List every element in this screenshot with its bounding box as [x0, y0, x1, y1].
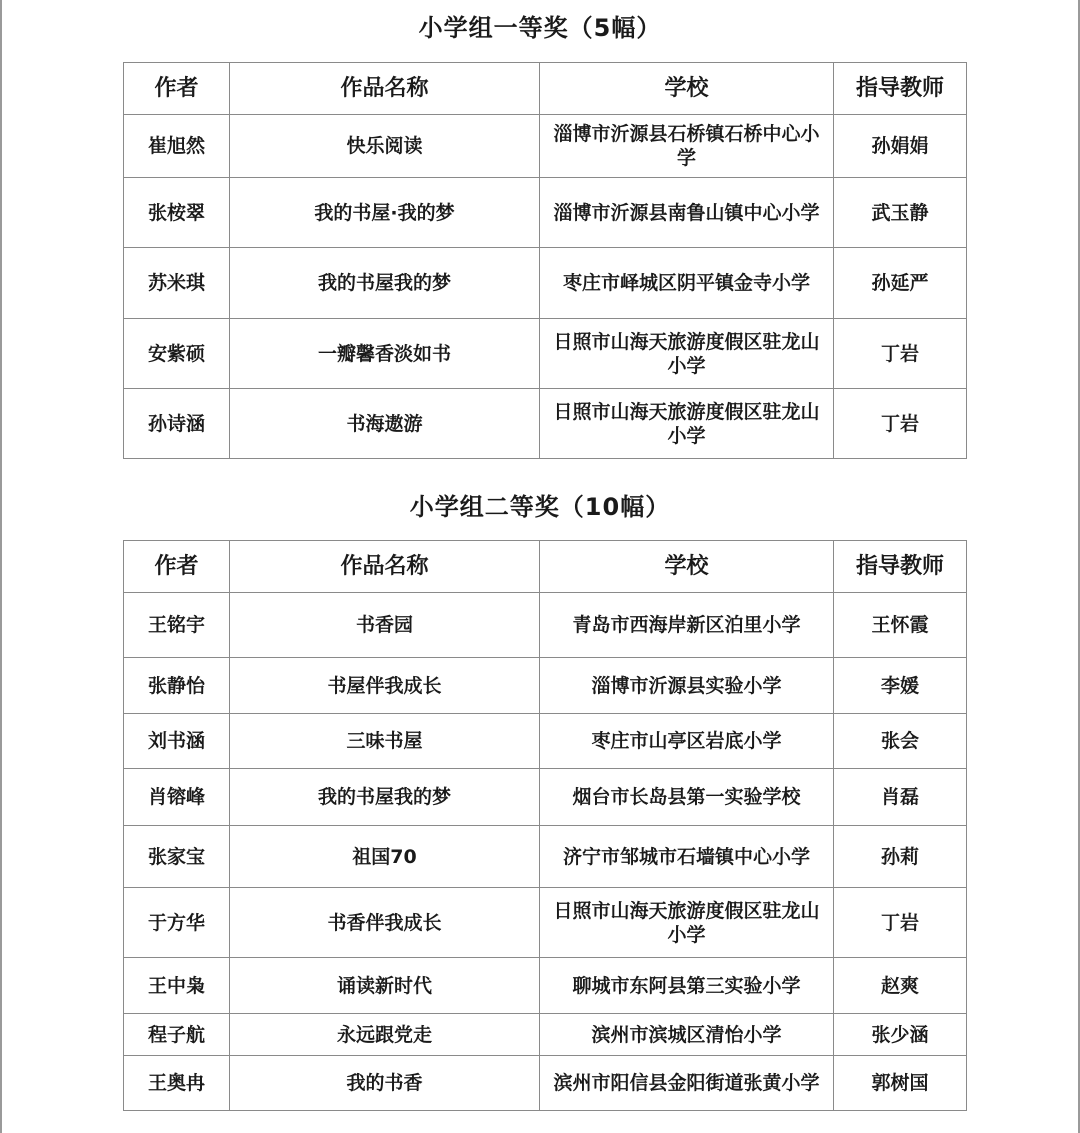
cell-teacher: 李媛 — [834, 658, 967, 714]
cell-school: 青岛市西海岸新区泊里小学 — [540, 593, 834, 658]
table-row — [124, 888, 967, 958]
cell-teacher: 孙延严 — [834, 248, 967, 319]
cell-author: 安紫硕 — [124, 319, 230, 389]
cell-work-title: 书香伴我成长 — [230, 888, 540, 958]
header-school: 学校 — [540, 541, 834, 593]
cell-school: 滨州市阳信县金阳街道张黄小学 — [540, 1056, 834, 1111]
header-school: 学校 — [540, 63, 834, 115]
cell-work-title: 我的书屋我的梦 — [230, 248, 540, 319]
cell-teacher: 丁岩 — [834, 319, 967, 389]
cell-teacher: 郭树国 — [834, 1056, 967, 1111]
table-row — [124, 958, 967, 1014]
table-row — [124, 769, 967, 826]
cell-author: 崔旭然 — [124, 115, 230, 178]
header-work-title: 作品名称 — [230, 63, 540, 115]
header-author: 作者 — [124, 63, 230, 115]
cell-author: 刘书涵 — [124, 714, 230, 769]
cell-author: 肖镕峰 — [124, 769, 230, 826]
cell-teacher: 赵爽 — [834, 958, 967, 1014]
table-row — [124, 178, 967, 248]
cell-school: 日照市山海天旅游度假区驻龙山小学 — [540, 319, 834, 389]
cell-school: 枣庄市峄城区阴平镇金寺小学 — [540, 248, 834, 319]
table-row — [124, 319, 967, 389]
cell-work-title: 永远跟党走 — [230, 1014, 540, 1056]
table-header-row — [124, 63, 967, 115]
cell-author: 王中枭 — [124, 958, 230, 1014]
cell-author: 孙诗涵 — [124, 389, 230, 459]
cell-teacher: 张少涵 — [834, 1014, 967, 1056]
cell-teacher: 肖磊 — [834, 769, 967, 826]
cell-work-title: 书香园 — [230, 593, 540, 658]
cell-author: 王奥冉 — [124, 1056, 230, 1111]
cell-author: 王铭宇 — [124, 593, 230, 658]
table-header-row — [124, 541, 967, 593]
cell-school: 日照市山海天旅游度假区驻龙山小学 — [540, 389, 834, 459]
cell-work-title: 书屋伴我成长 — [230, 658, 540, 714]
cell-work-title: 我的书屋我的梦 — [230, 769, 540, 826]
table-row — [124, 248, 967, 319]
cell-teacher: 丁岩 — [834, 888, 967, 958]
cell-author: 于方华 — [124, 888, 230, 958]
cell-author: 张桉翠 — [124, 178, 230, 248]
table-row — [124, 1014, 967, 1056]
table-row — [124, 826, 967, 888]
first-prize-table — [123, 62, 967, 459]
header-author: 作者 — [124, 541, 230, 593]
cell-teacher: 武玉静 — [834, 178, 967, 248]
cell-work-title: 三味书屋 — [230, 714, 540, 769]
table-row — [124, 1056, 967, 1111]
header-teacher: 指导教师 — [834, 541, 967, 593]
cell-work-title: 我的书屋·我的梦 — [230, 178, 540, 248]
page-left-border — [0, 0, 2, 1133]
table-row — [124, 389, 967, 459]
cell-teacher: 孙娟娟 — [834, 115, 967, 178]
cell-teacher: 孙莉 — [834, 826, 967, 888]
table-row — [124, 714, 967, 769]
cell-school: 淄博市沂源县南鲁山镇中心小学 — [540, 178, 834, 248]
section-title-first-prize: 小学组一等奖（5幅） — [418, 14, 662, 42]
cell-author: 程子航 — [124, 1014, 230, 1056]
section-title-second-prize: 小学组二等奖（10幅） — [409, 493, 671, 521]
cell-school: 滨州市滨城区清怡小学 — [540, 1014, 834, 1056]
cell-work-title: 书海遨游 — [230, 389, 540, 459]
cell-work-title: 诵读新时代 — [230, 958, 540, 1014]
table-row — [124, 593, 967, 658]
cell-school: 枣庄市山亭区岩底小学 — [540, 714, 834, 769]
cell-school: 日照市山海天旅游度假区驻龙山小学 — [540, 888, 834, 958]
cell-school: 济宁市邹城市石墙镇中心小学 — [540, 826, 834, 888]
cell-teacher: 王怀霞 — [834, 593, 967, 658]
cell-author: 张静怡 — [124, 658, 230, 714]
cell-author: 苏米琪 — [124, 248, 230, 319]
cell-teacher: 丁岩 — [834, 389, 967, 459]
table-row — [124, 658, 967, 714]
cell-work-title: 我的书香 — [230, 1056, 540, 1111]
table-row — [124, 115, 967, 178]
cell-author: 张家宝 — [124, 826, 230, 888]
cell-teacher: 张会 — [834, 714, 967, 769]
second-prize-table — [123, 540, 967, 1111]
cell-school: 淄博市沂源县石桥镇石桥中心小学 — [540, 115, 834, 178]
cell-work-title: 祖国70 — [230, 826, 540, 888]
cell-work-title: 快乐阅读 — [230, 115, 540, 178]
header-teacher: 指导教师 — [834, 63, 967, 115]
header-work-title: 作品名称 — [230, 541, 540, 593]
cell-school: 烟台市长岛县第一实验学校 — [540, 769, 834, 826]
cell-work-title: 一瓣馨香淡如书 — [230, 319, 540, 389]
cell-school: 聊城市东阿县第三实验小学 — [540, 958, 834, 1014]
cell-school: 淄博市沂源县实验小学 — [540, 658, 834, 714]
